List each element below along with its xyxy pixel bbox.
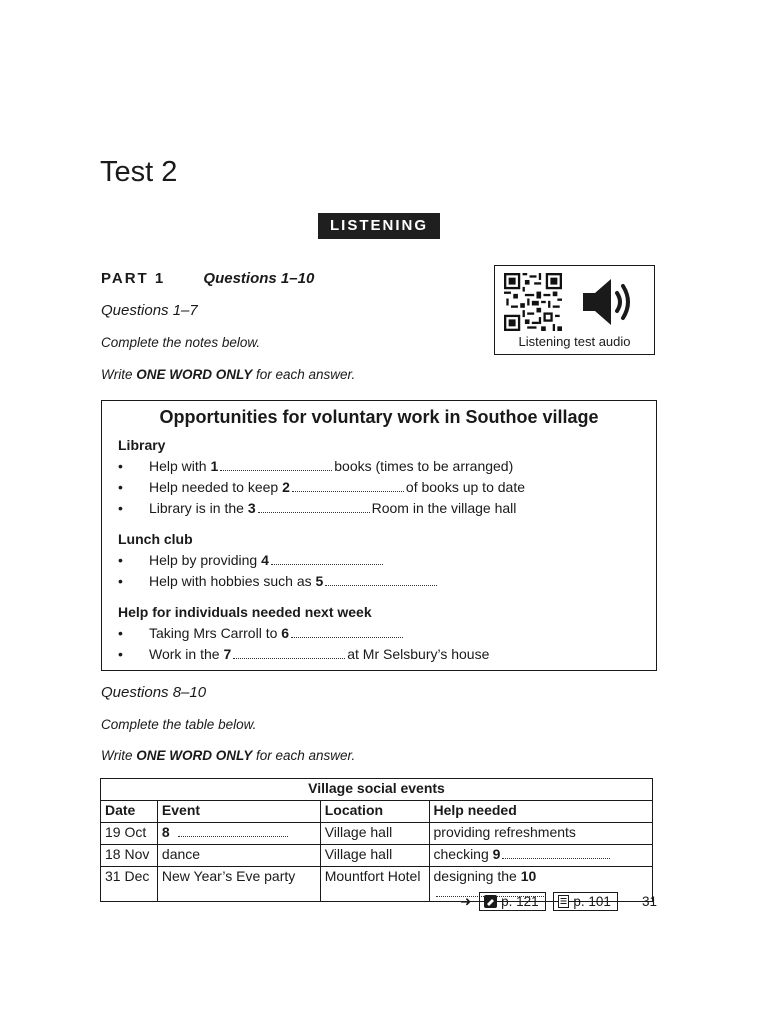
audio-caption: Listening test audio <box>518 334 631 349</box>
speaker-icon[interactable] <box>581 276 639 328</box>
answer-blank-9[interactable] <box>502 858 610 859</box>
answer-blank-4[interactable] <box>271 564 383 565</box>
word-limit-instruction-2: Write ONE WORD ONLY for each answer. <box>101 748 356 763</box>
word-limit-instruction: Write ONE WORD ONLY for each answer. <box>101 367 356 382</box>
note-item: • Taking Mrs Carroll to 6 <box>118 625 405 641</box>
notes-instruction: Complete the notes below. <box>101 335 261 350</box>
notes-title: Opportunities for voluntary work in Southoe village <box>159 407 599 427</box>
qr-code-icon[interactable] <box>502 273 564 331</box>
help-cell: providing refreshments <box>429 823 653 845</box>
part-questions: Questions 1–10 <box>203 270 315 287</box>
answer-blank-5[interactable] <box>325 585 437 586</box>
test-title: Test 2 <box>100 156 178 188</box>
column-header: Event <box>157 801 320 823</box>
answer-key-reference[interactable]: p. 121 <box>479 892 546 911</box>
event-cell: dance <box>157 845 320 867</box>
table-caption: Village social events <box>101 779 653 801</box>
section-heading-lunch-club: Lunch club <box>118 531 193 547</box>
date-cell: 31 Dec <box>101 867 158 902</box>
table-instruction: Complete the table below. <box>101 717 257 732</box>
note-item: • Help with 1 books (times to be arranged) <box>118 458 514 474</box>
column-header: Location <box>320 801 429 823</box>
answer-blank-2[interactable] <box>292 491 404 492</box>
notes-box <box>101 400 657 671</box>
note-item: • Library is in the 3 Room in the village hall <box>118 500 517 516</box>
answer-key-icon <box>484 895 497 908</box>
help-cell: designing the 10 <box>429 867 653 902</box>
event-cell: 8 <box>157 823 320 845</box>
note-item: • Help needed to keep 2 of books up to date <box>118 479 525 495</box>
audio-panel[interactable] <box>494 265 655 355</box>
note-item: • Help by providing 4 <box>118 552 385 568</box>
transcript-reference[interactable]: p. 101 <box>553 892 618 911</box>
questions-8-10-heading: Questions 8–10 <box>101 684 207 701</box>
event-cell: New Year’s Eve party <box>157 867 320 902</box>
date-cell: 18 Nov <box>101 845 158 867</box>
answer-blank-8[interactable] <box>178 836 288 837</box>
note-item: • Help with hobbies such as 5 <box>118 573 439 589</box>
section-heading-library: Library <box>118 437 166 453</box>
column-header: Help needed <box>429 801 653 823</box>
page-number: 31 <box>642 894 658 909</box>
location-cell: Village hall <box>320 845 429 867</box>
help-cell: checking 9 <box>429 845 653 867</box>
date-cell: 19 Oct <box>101 823 158 845</box>
location-cell: Village hall <box>320 823 429 845</box>
answer-blank-7[interactable] <box>233 658 345 659</box>
answer-blank-6[interactable] <box>291 637 403 638</box>
page-references <box>460 892 618 911</box>
answer-blank-1[interactable] <box>220 470 332 471</box>
answer-blank-3[interactable] <box>258 512 370 513</box>
table-row <box>101 845 653 867</box>
part-heading <box>101 270 314 287</box>
column-header: Date <box>101 801 158 823</box>
transcript-icon <box>558 895 569 908</box>
section-heading-individuals: Help for individuals needed next week <box>118 604 372 620</box>
questions-1-7-heading: Questions 1–7 <box>101 302 198 319</box>
note-item: • Work in the 7 at Mr Selsbury’s house <box>118 646 490 662</box>
location-cell: Mountfort Hotel <box>320 867 429 902</box>
table-row <box>101 823 653 845</box>
events-table <box>100 778 653 902</box>
arrow-icon: ➜ <box>460 894 472 909</box>
section-banner: LISTENING <box>318 213 440 239</box>
part-label: PART 1 <box>101 270 166 287</box>
